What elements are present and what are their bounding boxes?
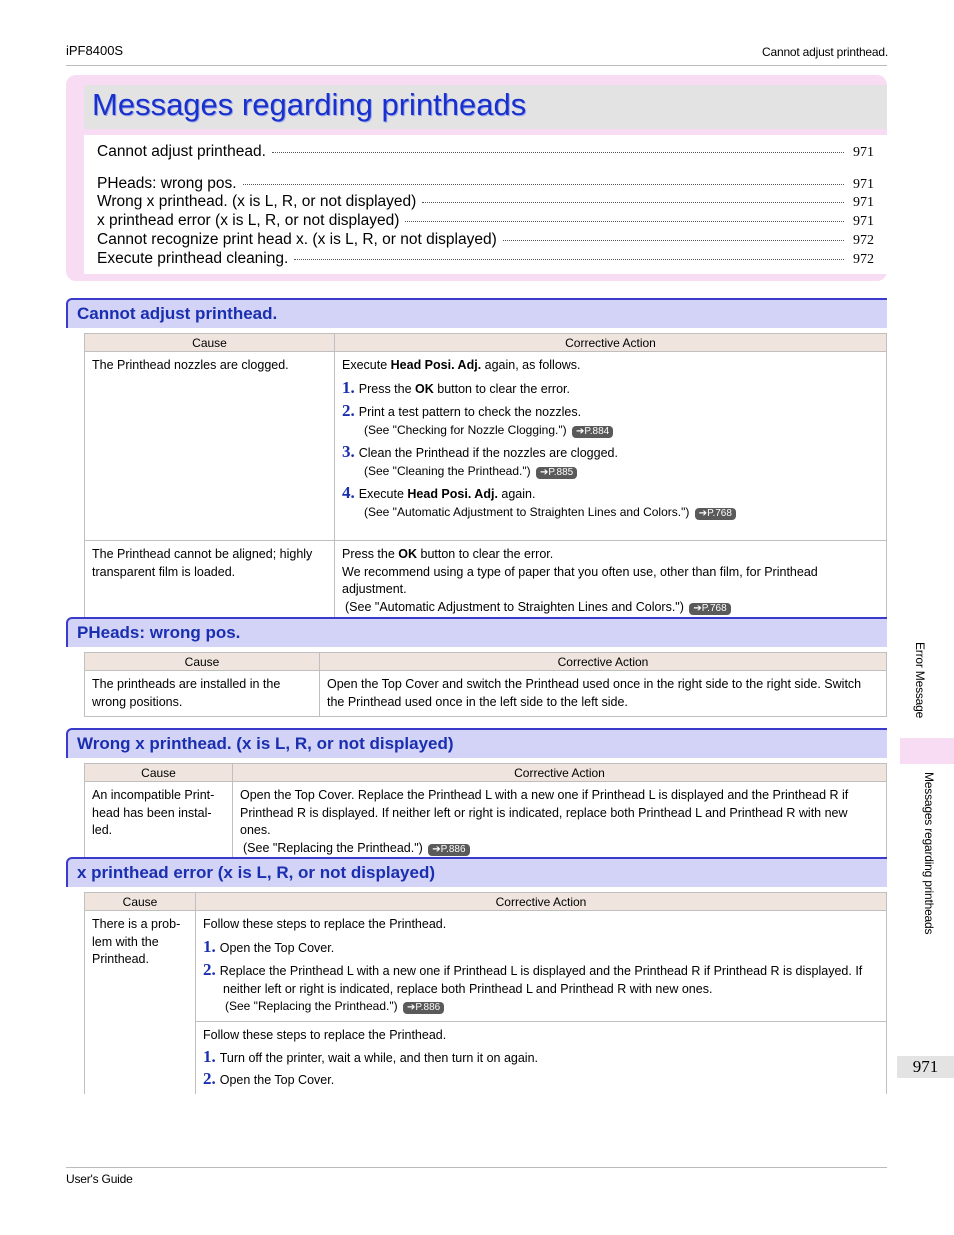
section-heading: Cannot adjust printhead. bbox=[66, 298, 887, 328]
section-heading: x printhead error (x is L, R, or not displayed) bbox=[66, 857, 887, 887]
table-printhead-error bbox=[84, 892, 887, 1094]
column-header: Corrective Action bbox=[335, 334, 887, 352]
page-ref-link[interactable]: ➔P.884 bbox=[572, 426, 613, 438]
page-ref-link[interactable]: ➔P.886 bbox=[428, 844, 469, 856]
table-row bbox=[85, 1021, 887, 1094]
footer-divider bbox=[66, 1167, 887, 1168]
column-header: Corrective Action bbox=[320, 653, 887, 671]
action-cell: Follow these steps to replace the Printhead. 1. Turn off the printer, wait a while, and then turn it on again. 2. Open the Top Cover. bbox=[196, 1021, 887, 1094]
table-row bbox=[85, 541, 887, 622]
action-cell: Open the Top Cover and switch the Printhead used once in the right side to the right side. Switch the Printhead used once in the left side to the left side. bbox=[320, 671, 887, 717]
toc-item[interactable]: Execute printhead cleaning. 972 bbox=[97, 250, 874, 267]
action-cell: Open the Top Cover. Replace the Printhead L with a new one if Printhead L is displayed and the Printhead R if Printhead R is displayed. If neither left or right is indicated, replace both Printhead L and Printhead R with new ones. (See "Replacing the Printhead.") ➔P.886 bbox=[233, 782, 887, 863]
column-header: Cause bbox=[85, 653, 320, 671]
toc-item[interactable]: x printhead error (x is L, R, or not displayed) 971 bbox=[97, 212, 874, 229]
page-title: Messages regarding printheads bbox=[92, 87, 527, 122]
side-tab-marker bbox=[900, 738, 954, 764]
side-section-label: Messages regarding printheads bbox=[922, 772, 936, 935]
toc-item[interactable]: Wrong x printhead. (x is L, R, or not displayed) 971 bbox=[97, 193, 874, 210]
table-cannot-adjust bbox=[84, 333, 887, 622]
footer-text: User's Guide bbox=[66, 1172, 133, 1186]
table-row bbox=[85, 671, 887, 717]
toc-item[interactable]: PHeads: wrong pos. 971 bbox=[97, 175, 874, 192]
section-heading: Wrong x printhead. (x is L, R, or not displayed) bbox=[66, 728, 887, 758]
toc-item[interactable]: Cannot adjust printhead. 971 bbox=[97, 143, 874, 160]
page-ref-link[interactable]: ➔P.885 bbox=[536, 467, 577, 479]
toc-item[interactable]: Cannot recognize print head x. (x is L, R, or not displayed) 972 bbox=[97, 231, 874, 248]
action-cell: Press the OK button to clear the error. We recommend using a type of paper that you often use, other than film, for Printhead adjustment. (See "Automatic Adjustment to Straighten Lines and Colors.") ➔P.768 bbox=[335, 541, 887, 622]
page-number: 971 bbox=[897, 1056, 954, 1078]
column-header: Cause bbox=[85, 893, 196, 911]
table-wrong-pos bbox=[84, 652, 887, 717]
table-row bbox=[85, 911, 887, 1022]
table-wrong-printhead bbox=[84, 763, 887, 863]
action-cell: Execute Head Posi. Adj. again, as follows. 1. Press the OK button to clear the error. 2. Print a test pattern to check the nozzles. (See "Checking for Nozzle Clogging.") ➔P.884 3. Clean the Printhead if the nozzles are clogged. (See "Cleaning the Printhead.") ➔P.885 4. Execute Head Posi. Adj. again. (See "Automatic Adjustment to Straighten Lines and Colors.") ➔P.768 bbox=[335, 352, 887, 541]
header-section: Cannot adjust printhead. bbox=[762, 45, 888, 59]
header-model: iPF8400S bbox=[66, 43, 124, 58]
action-cell: Follow these steps to replace the Printhead. 1. Open the Top Cover. 2. Replace the Printhead L with a new one if Printhead L is displayed and the Printhead R if Printhead R is displayed. If neither left or right is indicated, replace both Printhead L and Printhead R with new ones. (See "Replacing the Printhead.") ➔P.886 bbox=[196, 911, 887, 1022]
column-header: Cause bbox=[85, 764, 233, 782]
cause-cell: The printheads are installed in the wrong positions. bbox=[85, 671, 320, 717]
header-divider bbox=[66, 65, 887, 66]
column-header: Cause bbox=[85, 334, 335, 352]
column-header: Corrective Action bbox=[233, 764, 887, 782]
cause-cell: There is a prob-lem with the Printhead. bbox=[85, 911, 196, 1095]
table-row bbox=[85, 352, 887, 541]
table-row bbox=[85, 782, 887, 863]
page-ref-link[interactable]: ➔P.768 bbox=[689, 603, 730, 615]
section-heading: PHeads: wrong pos. bbox=[66, 617, 887, 647]
cause-cell: The Printhead cannot be aligned; highly transparent film is loaded. bbox=[85, 541, 335, 622]
cause-cell: The Printhead nozzles are clogged. bbox=[85, 352, 335, 541]
page-ref-link[interactable]: ➔P.886 bbox=[403, 1002, 444, 1014]
side-chapter-label: Error Message bbox=[913, 642, 927, 719]
page-ref-link[interactable]: ➔P.768 bbox=[695, 508, 736, 520]
column-header: Corrective Action bbox=[196, 893, 887, 911]
cause-cell: An incompatible Print-head has been instal-led. bbox=[85, 782, 233, 863]
